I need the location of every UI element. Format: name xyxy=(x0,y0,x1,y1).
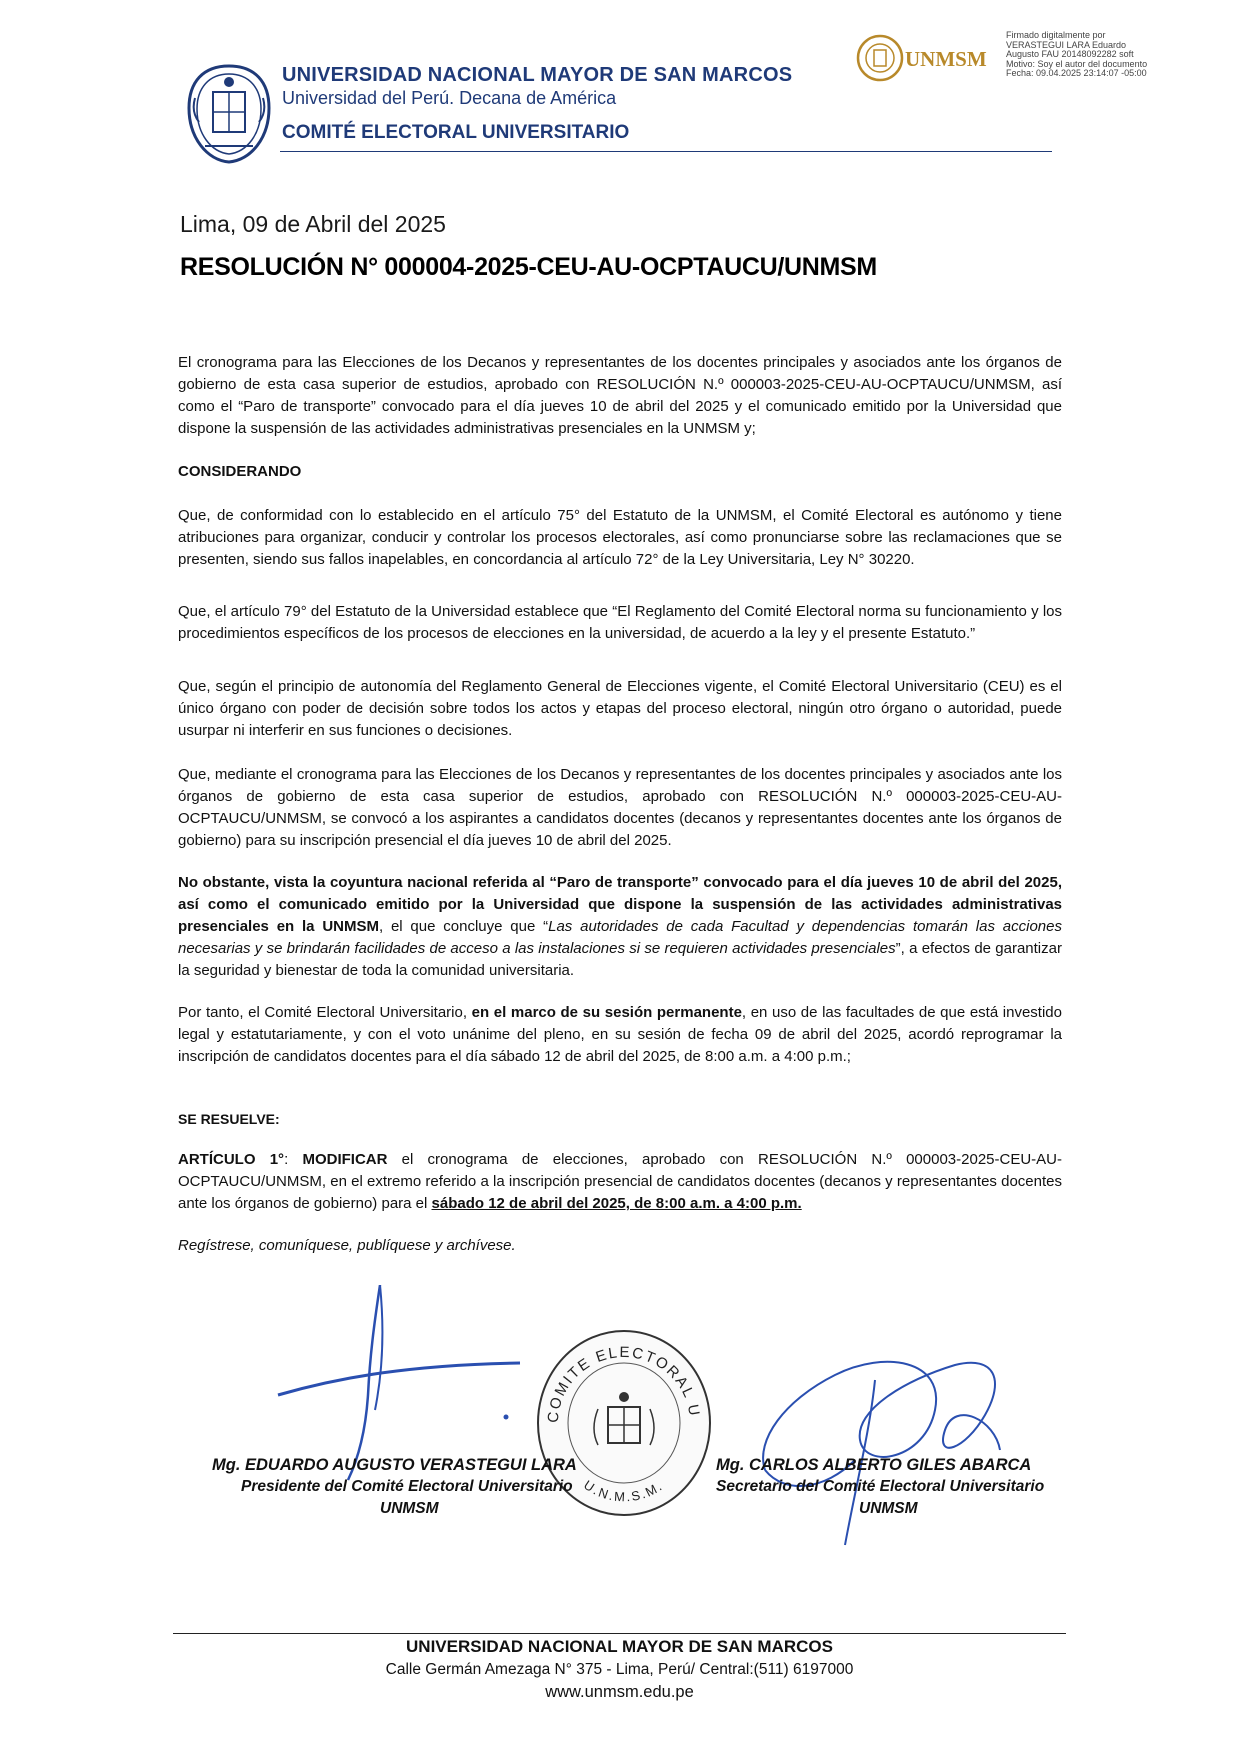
signatory-right-name: Mg. CARLOS ALBERTO GILES ABARCA xyxy=(716,1456,1032,1474)
footer-divider xyxy=(173,1633,1066,1634)
bold-text: No obstante, vista la coyuntura nacional referida al “Paro de transporte” convocado para el día jueves 10 de abril del 2025, así como el comunicado emitido por la Universidad que dispone la suspensión de las actividades administrativas presenciales en la UNMSM xyxy=(178,874,1062,935)
paragraph-intro-text: El cronograma para las Elecciones de los Decanos y representantes de los docentes principales y asociados ante los órganos de gobierno de esta casa superior de estudios, aprobado con RESOLUCIÓN N.º 000003-2025-CEU-AU-OCPTAUCU/UNMSM, así como el “Paro de transporte” convocado para el día jueves 10 de abril del 2025 y el comunicado emitido por la Universidad que dispone la suspensión de las actividades administrativas presenciales en la UNMSM y; xyxy=(178,354,1062,437)
paragraph-considerando-1 xyxy=(178,505,1062,571)
paragraph-text: Que, el artículo 79° del Estatuto de la Universidad establece que “El Reglamento del Comité Electoral norma su funcionamiento y los procedimientos específicos de los procesos de elecciones en la universidad, de acuerdo a la ley y el presente Estatuto.” xyxy=(178,603,1062,642)
inline-text: el cronograma de elecciones, aprobado con RESOLUCIÓN N.º 000003-2025-CEU-AU-OCPTAUCU/UNMSM, en el extremo referido a la inscripción presencial de candidatos docentes (decanos y representantes docentes ante los órganos de gobierno) para el xyxy=(178,1151,1062,1212)
digital-signature-stamp xyxy=(1006,31,1206,79)
signatory-left-role: Presidente del Comité Electoral Universitario xyxy=(241,1478,573,1495)
inline-text: ”, a efectos de garantizar la seguridad y bienestar de toda la comunidad universitaria. xyxy=(178,940,1062,979)
paragraph-considerando-2 xyxy=(178,601,1062,645)
inline-text: Por tanto, el Comité Electoral Universitario, xyxy=(178,1004,472,1021)
bold-text: en el marco de su sesión permanente xyxy=(471,1004,742,1021)
paragraph-text: Que, según el principio de autonomía del Reglamento General de Elecciones vigente, el Comité Electoral Universitario (CEU) es el único órgano con poder de decisión sobre todos los actos y etapas del proceso electoral, ningún otro órgano o autoridad, puede usurpar ni interferir en sus funciones o decisiones. xyxy=(178,678,1062,739)
signatory-right-org: UNMSM xyxy=(859,1500,918,1517)
paragraph-por-tanto xyxy=(178,1002,1062,1068)
header-divider xyxy=(280,151,1052,152)
seal-text: COMITE ELECTORAL U xyxy=(544,1343,703,1424)
place-date: Lima, 09 de Abril del 2025 xyxy=(180,211,446,237)
paragraph-text: Que, de conformidad con lo establecido en el artículo 75° del Estatuto de la UNMSM, el Comité Electoral es autónomo y tiene atribuciones para organizar, conducir y controlar los procesos electorales, así como pronunciarse sobre las reclamaciones que se presenten, siendo sus fallos inapelables, en concordancia al artículo 72° de la Ley Universitaria, Ley N° 30220. xyxy=(178,507,1062,568)
paragraph-text: Que, mediante el cronograma para las Elecciones de los Decanos y representantes de los docentes principales y asociados ante los órganos de gobierno de esta casa superior de estudios, aprobado con RESOLUCIÓN N.º 000003-2025-CEU-AU-OCPTAUCU/UNMSM, se convocó a los aspirantes a candidatos docentes (decanos y representantes docentes ante los órganos de gobierno) para su inscripción presencial el día jueves 10 de abril del 2025. xyxy=(178,766,1062,849)
digital-signature-line: Fecha: 09.04.2025 23:14:07 -05:00 xyxy=(1006,68,1147,78)
inline-text: , en uso de las facultades de que está investido legal y estatutariamente, y con el voto unánime del pleno, en su sesión de fecha 09 de abril del 2025, acordó reprogramar la inscripción de candidatos docentes para el día sábado 12 de abril del 2025, de 8:00 a.m. a 4:00 p.m.; xyxy=(178,1004,1062,1065)
paragraph-considerando-5 xyxy=(178,872,1062,982)
footer-address: Calle Germán Amezaga N° 375 - Lima, Perú/ Central:(511) 6197000 xyxy=(385,1661,854,1678)
paragraph-considerando-3 xyxy=(178,676,1062,742)
footer-university-name: UNIVERSIDAD NACIONAL MAYOR DE SAN MARCOS xyxy=(406,1637,833,1656)
digital-signature-line: Augusto FAU 20148092282 soft xyxy=(1006,49,1134,59)
closing-formula: Regístrese, comuníquese, publíquese y archívese. xyxy=(178,1237,516,1254)
signatory-left-org: UNMSM xyxy=(380,1500,439,1517)
unmsm-logo-text: UNMSM xyxy=(905,47,987,71)
resolution-title: RESOLUCIÓN N° 000004-2025-CEU-AU-OCPTAUCU/UNMSM xyxy=(180,253,877,281)
signature-left-handwritten xyxy=(270,1285,530,1485)
paragraph-considerando-4 xyxy=(178,764,1062,852)
committee-name: COMITÉ ELECTORAL UNIVERSITARIO xyxy=(282,122,630,143)
digital-signature-line: Motivo: Soy el autor del documento xyxy=(1006,58,1148,69)
signatory-right-role: Secretario del Comité Electoral Universitario xyxy=(716,1478,1045,1495)
university-name: UNIVERSIDAD NACIONAL MAYOR DE SAN MARCOS xyxy=(282,64,793,86)
seal-bottom-text: U.N.M.S.M. xyxy=(581,1477,666,1505)
paragraph-intro xyxy=(178,352,1062,440)
inline-text: : xyxy=(284,1151,303,1168)
university-crest-icon xyxy=(185,62,273,166)
digital-signature-line: Firmado digitalmente por xyxy=(1006,30,1106,40)
article-date: sábado 12 de abril del 2025, de 8:00 a.m. a 4:00 p.m. xyxy=(431,1195,802,1212)
considerando-heading: CONSIDERANDO xyxy=(178,463,302,480)
digital-signature-line: VERASTEGUI LARA Eduardo xyxy=(1006,39,1127,50)
unmsm-logo xyxy=(855,30,1005,86)
se-resuelve-heading: SE RESUELVE: xyxy=(178,1111,280,1127)
italic-quote: Las autoridades de cada Facultad y dependencias tomarán las acciones necesarias y se brindarán facilidades de acceso a las instalaciones si se requieren actividades presenciales xyxy=(178,918,1062,957)
footer-website-link[interactable]: www.unmsm.edu.pe xyxy=(545,1683,694,1701)
inline-text: , el que concluye que “ xyxy=(378,918,549,935)
signatory-left-name: Mg. EDUARDO AUGUSTO VERASTEGUI LARA xyxy=(212,1456,577,1474)
article-1 xyxy=(178,1149,1062,1215)
article-verb: MODIFICAR xyxy=(302,1151,388,1168)
article-label: ARTÍCULO 1° xyxy=(178,1151,285,1168)
university-subtitle: Universidad del Perú. Decana de América xyxy=(282,88,617,108)
